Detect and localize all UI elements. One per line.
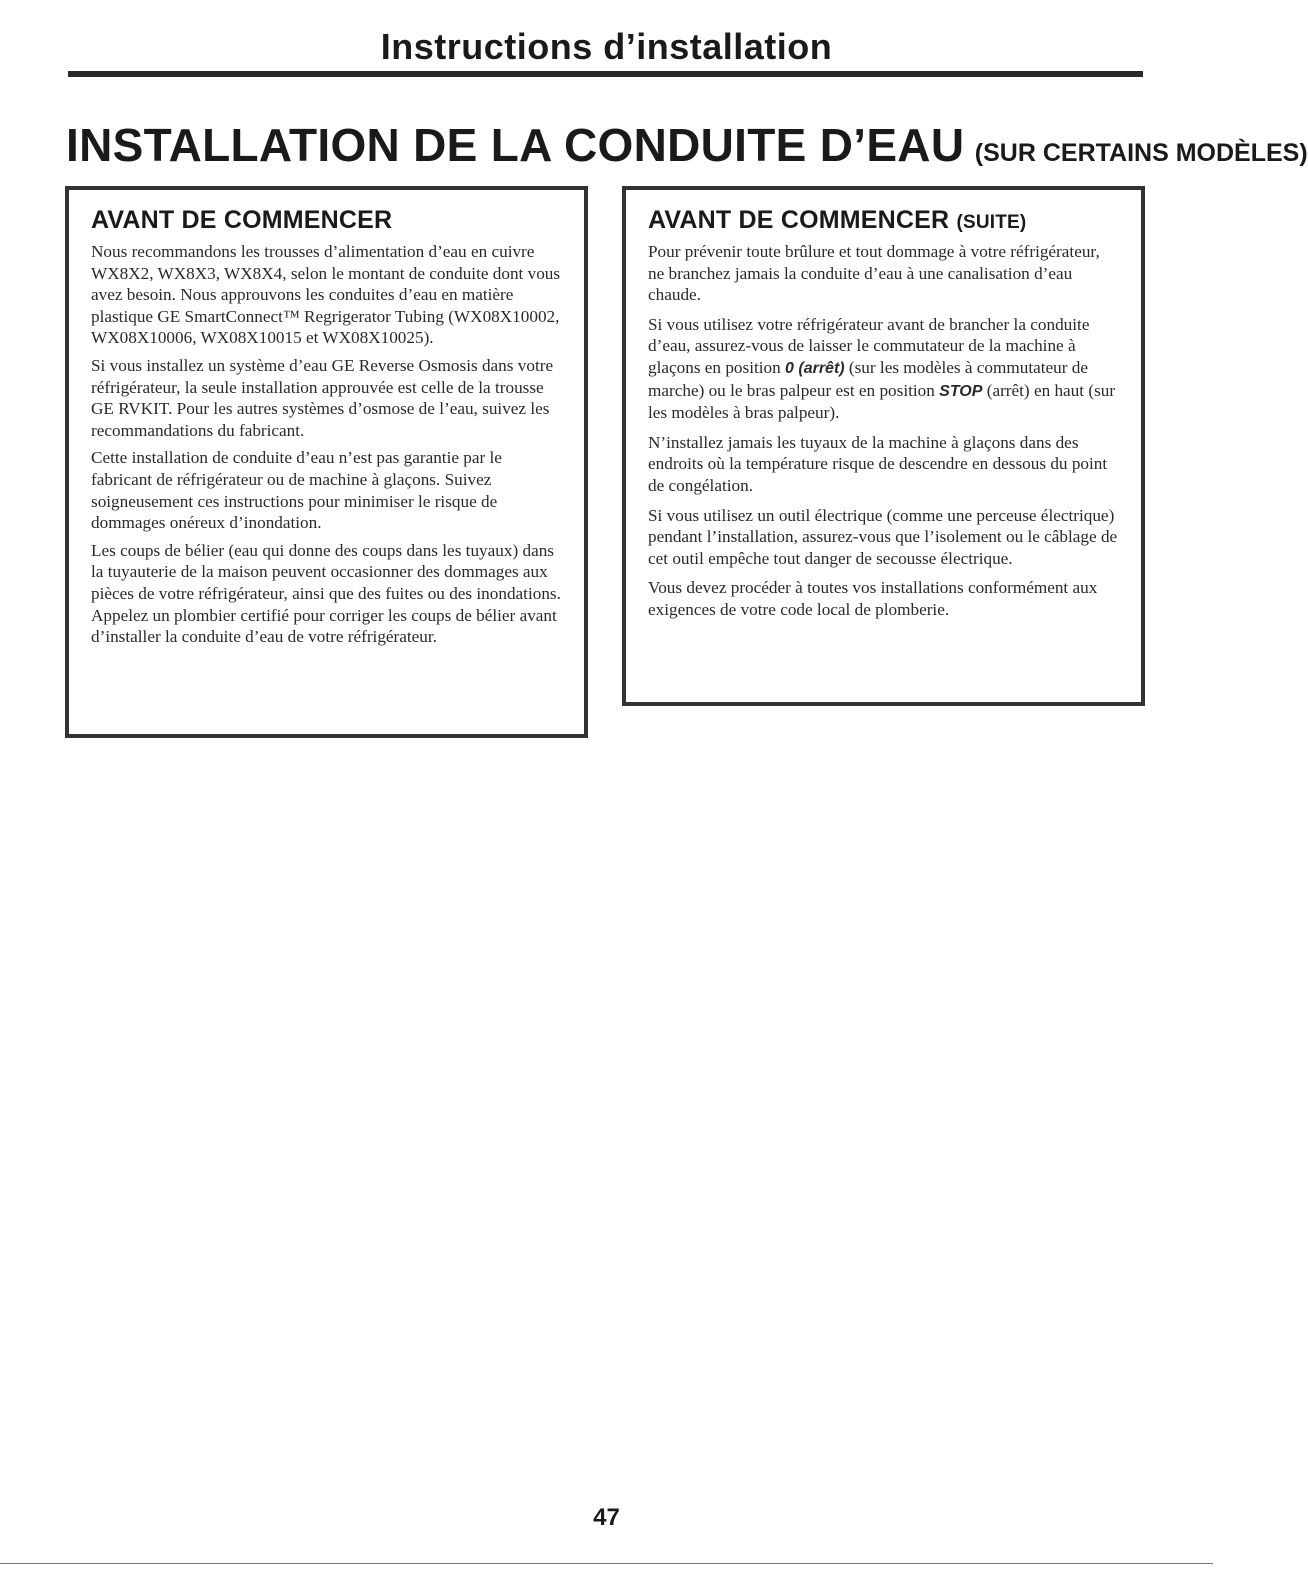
paragraph-hot-water: Pour prévenir toute brûlure et tout dommage à votre réfrigérateur, ne branchez jamais la conduite d’eau à une canalisation d’eau chaude. bbox=[648, 242, 1100, 305]
paragraph-text: (sur les modèles à commutateur de marche) ou le bras palpeur est en position bbox=[648, 357, 1089, 400]
box-heading-text: AVANT DE COMMENCER bbox=[648, 206, 950, 234]
box-heading-suffix: (SUITE) bbox=[956, 212, 1027, 233]
page-number: 47 bbox=[593, 1504, 620, 1531]
section-title bbox=[66, 118, 1308, 172]
before-you-begin-continued-box bbox=[622, 186, 1145, 706]
header-rule bbox=[68, 71, 1143, 77]
paragraph-power-tool: Si vous utilisez un outil électrique (comme une perceuse électrique) pendant l’installation, assurez-vous que l’isolement ou le câblage de cet outil empêche tout danger de secousse électrique. bbox=[648, 505, 1118, 568]
paragraph-plumbing-code: Vous devez procéder à toutes vos installations conformément aux exigences de votre code local de plomberie. bbox=[648, 578, 1098, 619]
box-heading bbox=[648, 206, 1119, 235]
off-position-label: 0 (arrêt) bbox=[785, 359, 845, 377]
footer-rule bbox=[0, 1563, 1213, 1564]
section-title-main: INSTALLATION DE LA CONDUITE D’EAU bbox=[66, 119, 965, 171]
paragraph-text: (arrêt) en haut (sur les modèles à bras palpeur). bbox=[648, 380, 1116, 423]
paragraph-reverse-osmosis: Si vous installez un système d’eau GE Reverse Osmosis dans votre réfrigérateur, la seule installation approuvée est celle de la trousse GE RVKIT. Pour les autres systèmes d’osmose de l’eau, suivez les recommandations du fabricant. bbox=[91, 355, 554, 440]
stop-position-label: STOP bbox=[939, 382, 983, 400]
paragraph-warranty: Cette installation de conduite d’eau n’est pas garantie par le fabricant de réfrigérateur ou de machine à glaçons. Suivez soigneusement ces instructions pour minimiser le risque de dommages onéreux d’inondation. bbox=[91, 448, 502, 533]
paragraph-text: Si vous utilisez votre réfrigérateur avant de brancher la conduite d’eau, assurez-vous de laisser le commutateur de la machine à glaçons en position bbox=[648, 314, 1090, 377]
paragraph-icemaker-switch bbox=[648, 314, 1119, 424]
paragraph-water-hammer: Les coups de bélier (eau qui donne des coups dans les tuyaux) dans la tuyauterie de la maison peuvent occasionner des dommages aux pièces de votre réfrigérateur, ainsi que des fuites ou des inondations. Appelez un plombier certifié pour corriger les coups de bélier avant d’installer la conduite d’eau de votre réfrigérateur. bbox=[91, 540, 561, 647]
box-heading: AVANT DE COMMENCER bbox=[91, 206, 393, 234]
paragraph-freezing: N’installez jamais les tuyaux de la machine à glaçons dans des endroits où la température risque de descendre en dessous du point de congélation. bbox=[648, 432, 1108, 495]
page-header-title: Instructions d’installation bbox=[380, 26, 833, 67]
section-title-subtitle: (SUR CERTAINS MODÈLES) bbox=[974, 139, 1308, 167]
paragraph-water-supply-kits: Nous recommandons les trousses d’alimentation d’eau en cuivre WX8X2, WX8X3, WX8X4, selon le montant de conduite dont vous avez besoin. Nous approuvons les conduites d’eau en matière plastique GE SmartConnect™ Regrigerator Tubing (WX08X10002, WX08X10006, WX08X10015 et WX08X10025). bbox=[91, 242, 561, 348]
before-you-begin-box bbox=[65, 186, 588, 738]
